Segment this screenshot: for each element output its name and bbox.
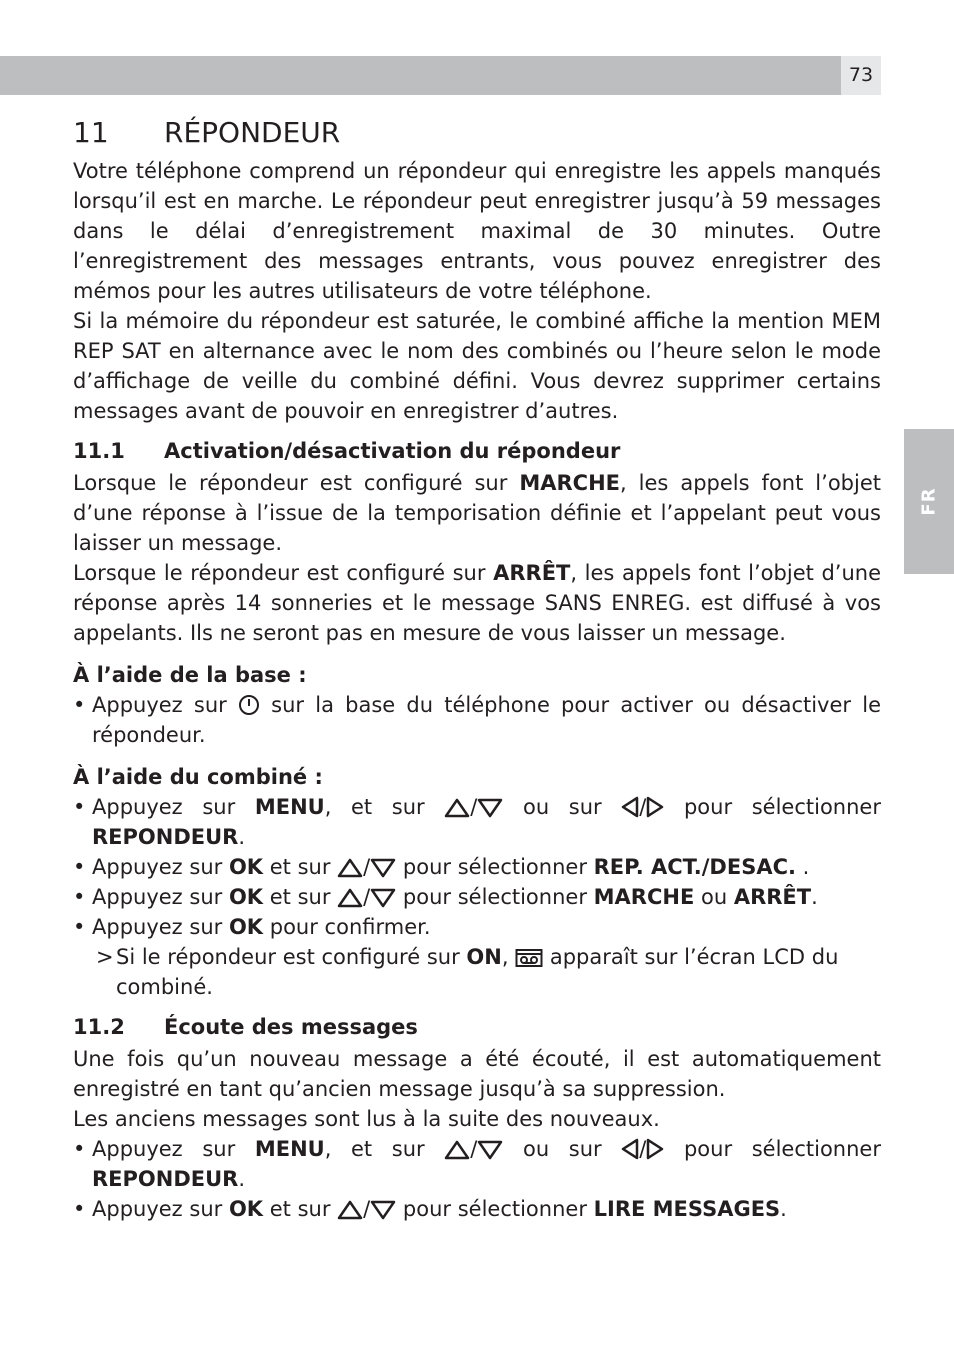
text-run: Si le répondeur est configuré sur [116,945,467,969]
text-run: pour sélectionner [664,1137,881,1161]
s1-paragraph-1 [73,468,881,558]
text-run: pour sélectionner [396,1197,594,1221]
text-run: . [238,825,246,849]
slash: / [639,1137,647,1161]
text-run: pour confirmer. [263,915,431,939]
section-title: Activation/désactivation du répondeur [164,439,621,463]
slash: / [639,795,647,819]
keyword-ok: OK [228,1197,264,1221]
down-arrow-icon [477,1140,503,1160]
text-run: ou sur [503,1137,622,1161]
power-icon [238,694,260,716]
page-content [73,112,881,1224]
slash: / [470,1137,478,1161]
intro-paragraph-1: Votre téléphone comprend un répondeur qui enregistre les appels manqués lorsqu’il est en marche. Le répondeur peut enregistrer jusqu’à 59 messages dans le délai d’enregistrement maximal de 30 minutes. Outre l’enregistrement des messages entrants, vous pouvez enregistrer des mémos pour les autres utilisateurs de votre téléphone. [73,159,881,303]
text-run: , et sur [324,1137,445,1161]
text-run: Appuyez sur [92,915,229,939]
s1-paragraph-2 [73,558,881,648]
down-arrow-icon [477,798,503,818]
text-run: et sur [263,1197,338,1221]
text-run: Appuyez sur [92,855,229,879]
keyword-marche: MARCHE [593,885,695,909]
keyword-lire-messages: LIRE MESSAGES [593,1197,781,1221]
s2-paragraph-2: Les anciens messages sont lus à la suite des nouveaux. [73,1107,660,1131]
handset-bullet-3 [73,882,881,912]
handset-bullet-4 [73,912,881,942]
keyword-menu: MENU [254,795,325,819]
text-run: pour sélectionner [396,885,594,909]
keyword-ok: OK [228,915,264,939]
up-arrow-icon [337,858,363,878]
up-arrow-icon [337,888,363,908]
text-run: sur la base du téléphone pour activer ou désactiver le répondeur. [92,693,881,747]
down-arrow-icon [370,1200,396,1220]
text-run: , les appels font l’objet d’une réponse à l’issue de la temporisation définie et l’appelant peut vous laisser un message. [73,471,881,555]
slash: / [470,795,478,819]
text-run: Appuyez sur [92,885,229,909]
text-run: Appuyez sur [92,1137,255,1161]
keyword-menu: MENU [254,1137,325,1161]
text-run: . [780,1197,787,1221]
handset-bullet-2 [73,852,881,882]
keyword-repondeur: REPONDEUR [92,825,239,849]
down-arrow-icon [370,888,396,908]
page-number: 73 [841,56,881,95]
base-bullet [73,690,881,750]
text-run: , [501,945,516,969]
text-run: . [795,855,810,879]
text-run: pour sélectionner [396,855,594,879]
text-run: Lorsque le répondeur est configuré sur [73,471,520,495]
right-arrow-icon [646,796,664,818]
text-run: . [811,885,818,909]
text-run: et sur [263,855,338,879]
chapter-number: 11 [73,116,109,149]
slash: / [363,885,371,909]
keyword-arret: ARRÊT [733,885,812,909]
down-arrow-icon [370,858,396,878]
text-run: . [238,1167,246,1191]
keyword-on: ON [466,945,502,969]
s2-bullet-1 [73,1134,881,1194]
chapter-title [73,112,881,154]
slash: / [363,1197,371,1221]
result-marker: > [96,945,114,969]
text-run: ou sur [503,795,622,819]
text-run: Lorsque le répondeur est configuré sur [73,561,494,585]
text-run: et sur [263,885,338,909]
section-number: 11.2 [73,1015,125,1039]
intro-paragraph-2: Si la mémoire du répondeur est saturée, le combiné affiche la mention MEM REP SAT en alternance avec le nom des combinés ou l’heure selon le mode d’affichage de veille du combiné défini. Vous devrez supprimer certains messages avant de pouvoir en enregistrer d’autres. [73,309,881,423]
up-arrow-icon [444,798,470,818]
left-arrow-icon [621,1138,639,1160]
keyword-rep-act: REP. ACT./DESAC. [593,855,796,879]
keyword-marche: MARCHE [519,471,621,495]
tape-icon [515,948,543,968]
text-run: Appuyez sur [92,795,255,819]
s2-bullet-2 [73,1194,881,1224]
language-tab [904,429,954,574]
base-heading: À l’aide de la base : [73,663,307,687]
keyword-arret: ARRÊT [493,561,571,585]
keyword-ok: OK [228,885,264,909]
text-run: pour sélectionner [664,795,881,819]
section-number: 11.1 [73,439,125,463]
right-arrow-icon [646,1138,664,1160]
up-arrow-icon [337,1200,363,1220]
chapter-title-text: RÉPONDEUR [164,116,341,149]
header-bar [0,56,841,95]
keyword-ok: OK [228,855,264,879]
handset-heading: À l’aide du combiné : [73,765,323,789]
handset-bullet-1 [73,792,881,852]
result-line [73,942,881,1002]
keyword-repondeur: REPONDEUR [92,1167,239,1191]
left-arrow-icon [621,796,639,818]
text-run: Appuyez sur [92,1197,229,1221]
language-tab-label: FR [918,487,940,516]
up-arrow-icon [444,1140,470,1160]
text-run: , les appels font l’objet d’une réponse après 14 sonneries et le message SANS ENREG. est diffusé à vos appelants. Ils ne seront pas en mesure de vous laisser un message. [73,561,881,645]
slash: / [363,855,371,879]
s2-paragraph-1: Une fois qu’un nouveau message a été écouté, il est automatiquement enregistré en tant qu’ancien message jusqu’à sa suppression. [73,1047,881,1101]
section-title: Écoute des messages [164,1015,418,1039]
text-run: , et sur [324,795,445,819]
text-run: Appuyez sur [92,693,238,717]
section-heading-11-1 [73,436,881,466]
section-heading-11-2 [73,1012,881,1042]
text-run: apparaît sur l’écran LCD du combiné. [116,945,839,999]
text-run: ou [694,885,734,909]
